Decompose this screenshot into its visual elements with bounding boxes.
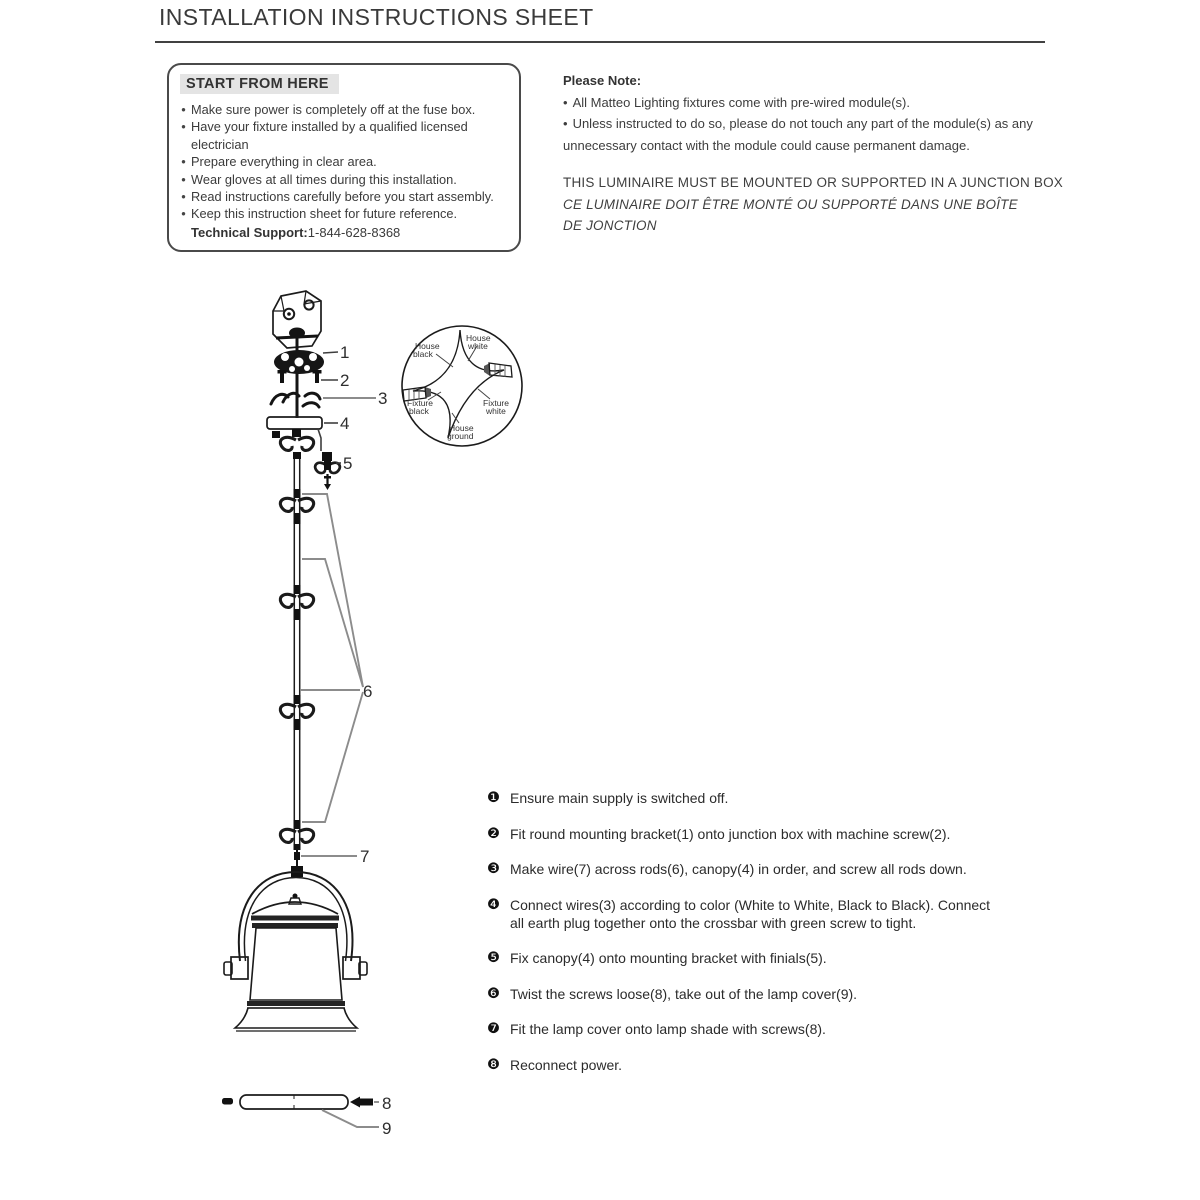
step-number-icon: ❹ (487, 896, 500, 913)
warning-line-fr-2: DE JONCTION (563, 218, 657, 233)
step-number-icon: ❺ (487, 950, 500, 966)
lamp-shade (235, 894, 357, 1032)
part-label-6: 6 (363, 682, 373, 701)
part-label-9: 9 (382, 1119, 392, 1138)
list-item-text: Wear gloves at all times during this installation. (191, 171, 457, 187)
list-item (176, 171, 513, 188)
list-item (176, 101, 513, 118)
part-label-3: 3 (378, 389, 388, 408)
part-label-2: 2 (340, 371, 350, 390)
wire-label-fixture-black: black (409, 406, 429, 416)
canopy (267, 417, 322, 429)
step-item (487, 896, 1007, 932)
list-item-text: Prepare everything in clear area. (191, 154, 377, 170)
step-text: Fix canopy(4) onto mounting bracket with finials(5). (510, 950, 827, 966)
screw-icon (222, 1098, 233, 1105)
step-item (487, 860, 1007, 878)
step-text: Reconnect power. (510, 1056, 623, 1073)
step-item (487, 1020, 1007, 1038)
step-text: Make wire(7) across rods(6), canopy(4) in order, and screw all rods down. (510, 861, 967, 877)
list-item (176, 205, 513, 222)
wire-label-house-white: House (466, 333, 491, 343)
step-number-icon: ❶ (487, 790, 500, 806)
wire-label-house-ground: ground (447, 431, 474, 441)
list-item (176, 118, 513, 153)
part-label-7: 7 (360, 847, 370, 866)
wire-label-house-white: white (468, 341, 488, 351)
step-item (487, 949, 1007, 967)
start-box-header: START FROM HERE (180, 74, 339, 94)
please-note-header: Please Note: (563, 73, 642, 88)
bullet-icon: • (181, 206, 186, 222)
assembly-steps (487, 789, 1007, 1091)
bullet-icon: • (181, 102, 186, 117)
step-number-icon: ❽ (487, 1056, 500, 1073)
list-item-text: Make sure power is completely off at the fuse box. (191, 102, 476, 117)
bullet-icon: • (181, 189, 186, 205)
step-number-icon: ❼ (487, 1021, 500, 1037)
part-label-4: 4 (340, 414, 350, 433)
list-item (176, 188, 513, 205)
step-text: Connect wires(3) according to color (White to White, Black to Black). Connect all earth plug together onto the crossbar with green screw to tight. (510, 896, 991, 931)
step-item (487, 789, 1007, 807)
step-number-icon: ❷ (487, 825, 500, 842)
warning-line-en: THIS LUMINAIRE MUST BE MOUNTED OR SUPPORTED IN A JUNCTION BOX (563, 175, 1064, 190)
support-phone: 1-844-628-8368 (307, 224, 401, 240)
part-label-1: 1 (340, 343, 350, 362)
finial (315, 452, 340, 490)
wire-nut-icon (484, 363, 512, 377)
step-item (487, 825, 1007, 843)
rod-coupling (280, 585, 313, 620)
lamp-cover-disc (222, 1095, 373, 1109)
note-item (563, 113, 1068, 156)
screw-icon (350, 1097, 373, 1108)
start-box-list (176, 101, 513, 223)
step-text: Fit the lamp cover onto lamp shade with screws(8). (510, 1021, 826, 1037)
junction-box-warning (563, 172, 1073, 237)
step-text: Ensure main supply is switched off. (510, 790, 729, 806)
step-number-icon: ❻ (487, 985, 500, 1002)
start-from-here-box (167, 63, 521, 252)
technical-support-line (191, 225, 513, 240)
side-knob (343, 957, 367, 979)
step-text: Fit round mounting bracket(1) onto junction box with machine screw(2). (510, 825, 951, 842)
wire-circle-diagram (402, 326, 522, 446)
support-label: Technical Support: (191, 224, 308, 240)
canopy-screw (272, 431, 280, 438)
please-note-section (563, 70, 1068, 156)
title-divider (155, 41, 1045, 43)
warning-line-fr-1: CE LUMINAIRE DOIT ÊTRE MONTÉ OU SUPPORTÉ DANS UNE BOÎTE (563, 196, 1018, 212)
note-text: All Matteo Lighting fixtures come with pre-wired module(s). (572, 94, 910, 110)
wire-label-fixture-black: Fixture (407, 398, 433, 408)
side-knob (224, 957, 248, 979)
note-item (563, 92, 1068, 114)
wire-label-fixture-white: Fixture (483, 398, 509, 408)
list-item-text: Have your fixture installed by a qualified licensed electrician (191, 119, 468, 152)
list-item-text: Read instructions carefully before you start assembly. (191, 189, 494, 205)
part-label-8: 8 (382, 1094, 392, 1113)
note-text: Unless instructed to do so, please do not touch any part of the module(s) as any unnecessary contact with the module could cause permanent damage. (563, 116, 1033, 153)
wire-label-fixture-white: white (486, 406, 506, 416)
bullet-icon: • (563, 116, 568, 131)
part-label-5: 5 (343, 454, 353, 473)
list-item (176, 153, 513, 170)
rod-coupling (280, 429, 313, 459)
step-item (487, 1056, 1007, 1074)
bullet-icon: • (563, 94, 568, 110)
step-text: Twist the screws loose(8), take out of the lamp cover(9). (510, 985, 858, 1002)
wire-label-house-ground: House (449, 423, 474, 433)
bullet-icon: • (181, 119, 186, 135)
rod-coupling (280, 695, 313, 730)
rod-coupling (280, 820, 313, 850)
wire-label-house-black: House (415, 341, 440, 351)
list-item-text: Keep this instruction sheet for future reference. (191, 206, 458, 222)
wire-label-house-black: black (413, 349, 433, 359)
step-item (487, 985, 1007, 1003)
bullet-icon: • (181, 171, 186, 187)
step-number-icon: ❸ (487, 861, 500, 877)
bullet-icon: • (181, 154, 186, 170)
page-title: INSTALLATION INSTRUCTIONS SHEET (159, 4, 594, 30)
